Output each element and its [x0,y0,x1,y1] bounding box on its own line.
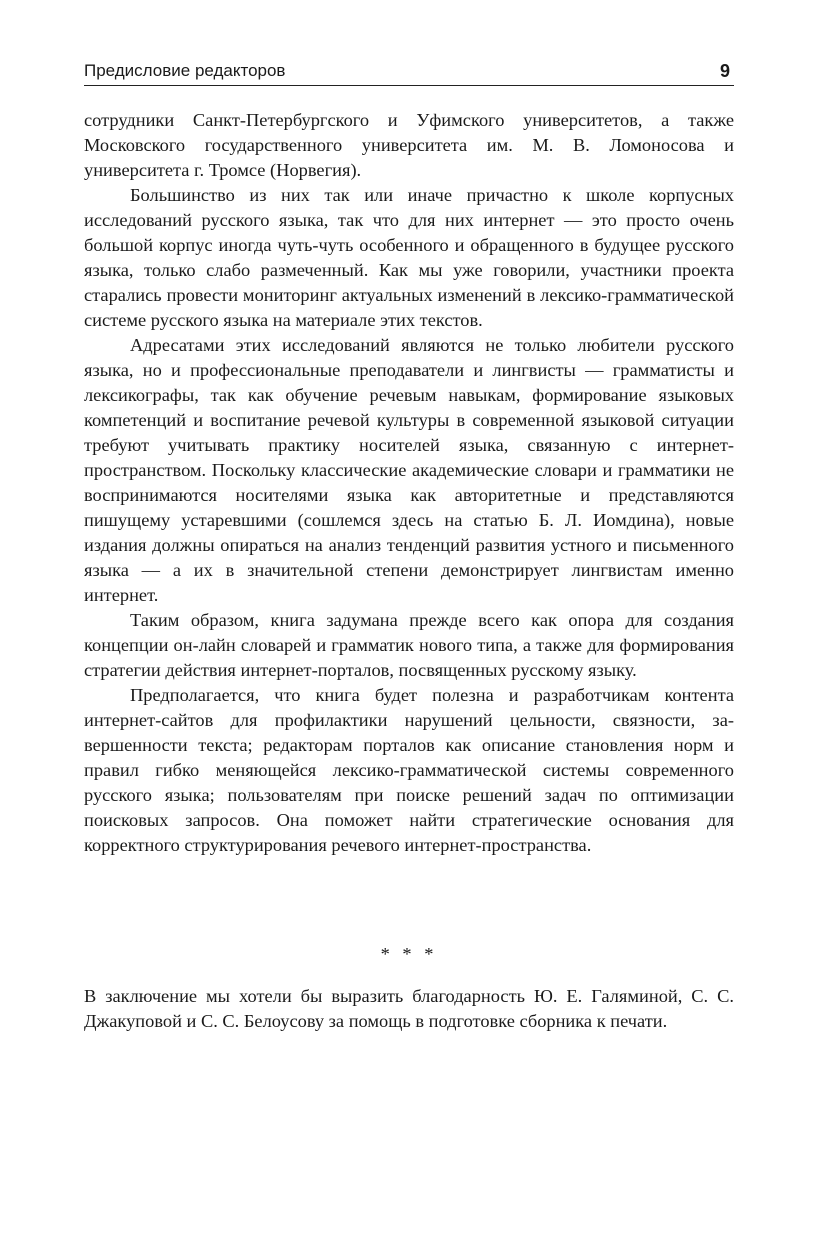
paragraph: Предполагается, что книга будет полезна и разработчикам контента интернет-сайтов для профилактики нарушений цельности, связности, завершенности текста; редакторам порталов как описание становления норм и правил гибко меняющейся лексико-грамматической системы современного русского языка; пользователям при поиске решений задач по оптимизации поисковых запросов. Она поможет найти стратегические основания для корректного структурирования речевого интернет-пространства. [84,685,734,855]
page-number: 9 [719,61,730,81]
section-separator: * * * [380,944,438,964]
acknowledgements [84,984,734,1034]
paragraph: Большинство из них так или иначе причастно к школе корпусных исследований русского языка, так что для них интернет — это просто очень большой корпус иногда чуть-чуть особенного и обращенного в будущее русского языка, только слабо размеченный. Как мы уже говорили, участники проекта старались провести мониторинг актуальных изменений в лексико-грамматической системе русского языка на материале этих текстов. [84,185,734,330]
acknowledgements-text: В заключение мы хотели бы выразить благодарность Ю. Е. Галяминой, С. С. Джакуповой и С. С. Белоусову за помощь в подготовке сборника к печати. [84,986,734,1031]
paragraph: Таким образом, книга задумана прежде всего как опора для создания концепции он-лайн словарей и грамматик нового типа, а также для формирования стратегии действия интернет-порталов, посвященных русскому языку. [84,610,734,680]
main-text [84,108,734,858]
running-header [84,59,734,86]
paragraph: Адресатами этих исследований являются не только любители русского языка, но и профессиональные преподаватели и лингвисты — грамматисты и лексикографы, так как обучение речевым навыкам, формирование языковых компетенций и воспитание речевой культуры в современной языковой ситуации требуют учитывать практику носителей языка, связанную с интернет-пространством. Поскольку классические академические словари и грамматики не воспринимаются носителями языка как авторитетные и представляются пишущему устаревшими (сошлемся здесь на статью Б. Л. Иомдина), новые издания должны опираться на анализ тенденций развития устного и письменного языка — а их в значительной степени демонстрирует лингвистам именно интернет. [84,335,734,605]
paragraph-continuation: сотрудники Санкт-Петербургского и Уфимского университетов, а также Московского государственного университета им. М. В. Ломоносова и университета г. Тромсе (Норвегия). [84,110,734,180]
section-title: Предисловие редакторов [84,61,286,80]
